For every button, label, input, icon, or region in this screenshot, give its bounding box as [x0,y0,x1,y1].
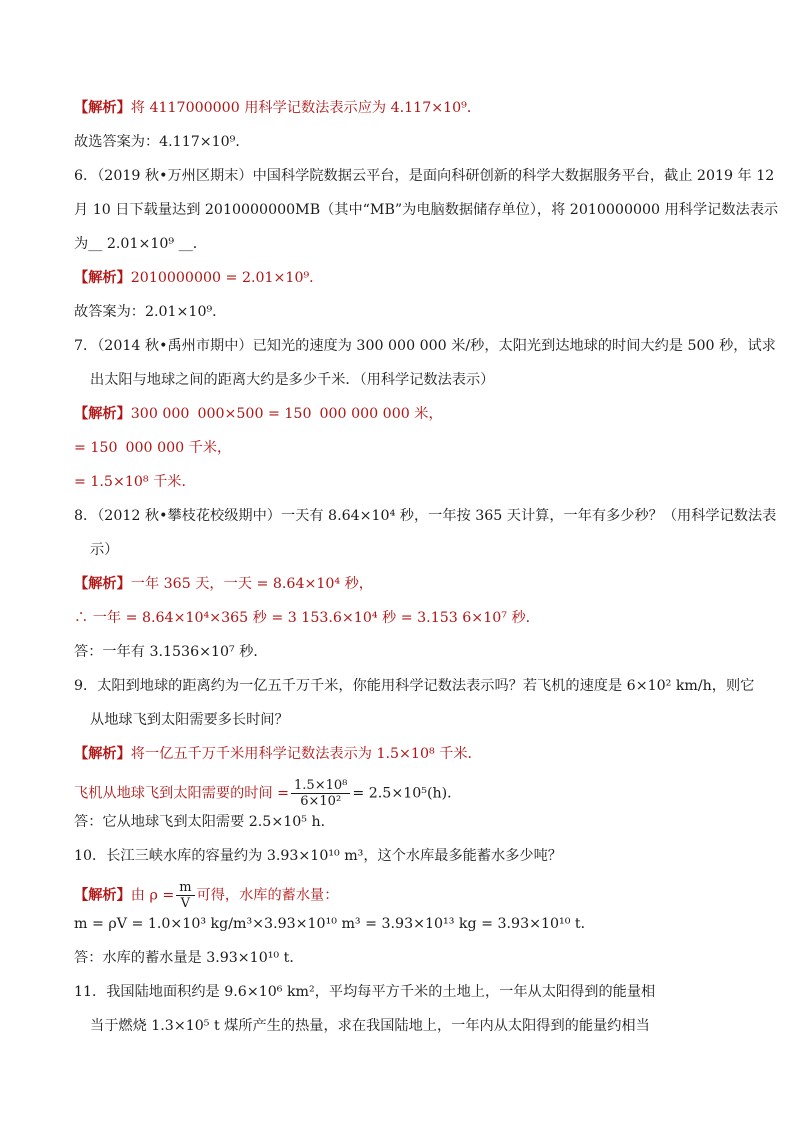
solution-text: = 1.5×10⁸ 千米． [74,474,196,490]
question-9-line-2: 从地球飞到太阳需要多长时间？ [90,712,289,728]
solution-text: = 150 [74,440,118,456]
solution-line [74,404,443,424]
answer-line: 答：水库的蓄水量是 3.93×10¹⁰ t． [74,950,304,966]
fraction-numerator: 1.5×10⁸ [291,778,350,794]
question-10-line-1: 10．长江三峡水库的容量约为 3.93×10¹⁰ m³，这个水库最多能蓄水多少吨？ [74,848,562,864]
analysis-tag: 【解析】 [74,270,131,286]
fraction [176,880,194,911]
solution-line [74,438,231,458]
solution-text: 将 4117000000 用科学记数法表示应为 4.117×10⁹． [130,100,482,116]
solution-text: 2010000000 = 2.01×10⁹． [130,270,324,286]
question-6-line-3: 为__ 2.01×10⁹ __． [74,236,207,252]
answer-line: 故答案为：2.01×10⁹． [74,304,227,320]
question-11-line-2: 当于燃烧 1.3×10⁵ t 煤所产生的热量，求在我国陆地上，一年内从太阳得到的能量约相当 [90,1018,650,1034]
analysis-tag: 【解析】 [74,887,131,904]
solution-text: 由 ρ = [130,887,175,904]
question-8-line-2: 示） [90,542,119,558]
solution-text: 000×500 = 150 [197,406,312,422]
solution-line [74,98,481,118]
solution-text: 一年 365 天，一天 = 8.64×10⁴ 秒， [130,576,373,592]
analysis-tag: 【解析】 [74,746,131,762]
solution-line [74,744,482,764]
solution-text: 可得，水库的蓄水量： [196,887,339,904]
question-7-line-2: 出太阳与地球之间的距离大约是多少千米．（用科学记数法表示） [90,372,495,388]
answer-line: 答：一年有 3.1536×10⁷ 秒． [74,644,268,660]
question-6-line-2: 月 10 日下载量达到 2010000000MB（其中“MB”为电脑数据储存单位），将 2010000000 用科学记数法表示 [74,202,779,218]
analysis-tag: 【解析】 [74,100,131,116]
analysis-tag: 【解析】 [74,406,131,422]
solution-line [74,778,461,809]
question-11-line-1: 11．我国陆地面积约是 9.6×10⁶ km²，平均每平方千米的土地上，一年从太阳得到的能量相 [74,984,656,1000]
solution-line [74,608,540,628]
solution-text: 将一亿五千万千米用科学记数法表示为 1.5×10⁸ 千米． [130,746,482,762]
solution-line [74,880,338,911]
fraction-numerator: m [176,880,194,896]
solution-line [74,574,373,594]
fraction-denominator: V [180,896,191,911]
solution-line [74,268,323,288]
fraction [291,778,350,809]
solution-text: = 2.5×10⁵(h)． [352,785,462,802]
question-6-line-1: 6．（2019 秋•万州区期末）中国科学院数据云平台，是面向科研创新的科学大数据服务平台，截止 2019 年 12 [74,168,775,184]
solution-text: 000 000 000 米， [319,406,443,422]
question-9-line-1: 9．太阳到地球的距离约为一亿五千万千米，你能用科学记数法表示吗？若飞机的速度是 6×10² km/h，则它 [74,678,755,694]
answer-line: 答：它从地球飞到太阳需要 2.5×10⁵ h． [74,814,335,830]
fraction-denominator: 6×10² [300,794,342,809]
question-8-line-1: 8．（2012 秋•攀枝花校级期中）一天有 8.64×10⁴ 秒，一年按 365 天计算，一年有多少秒？（用科学记数法表 [74,508,777,524]
solution-line [74,472,196,492]
solution-line: m = ρV = 1.0×10³ kg/m³×3.93×10¹⁰ m³ = 3.93×10¹³ kg = 3.93×10¹⁰ t． [74,916,595,932]
answer-line: 故选答案为：4.117×10⁹． [74,134,250,150]
solution-text: 300 000 [130,406,190,422]
solution-text: ∴ 一年 = 8.64×10⁴×365 秒 = 3 153.6×10⁴ 秒 = 3.153 6×10⁷ 秒． [74,610,540,626]
analysis-tag: 【解析】 [74,576,131,592]
solution-text: 000 000 千米， [125,440,232,456]
question-7-line-1: 7．（2014 秋•禹州市期中）已知光的速度为 300 000 000 米/秒，太阳光到达地球的时间大约是 500 秒，试求 [74,338,776,354]
solution-text: 飞机从地球飞到太阳需要的时间 = [74,785,290,802]
